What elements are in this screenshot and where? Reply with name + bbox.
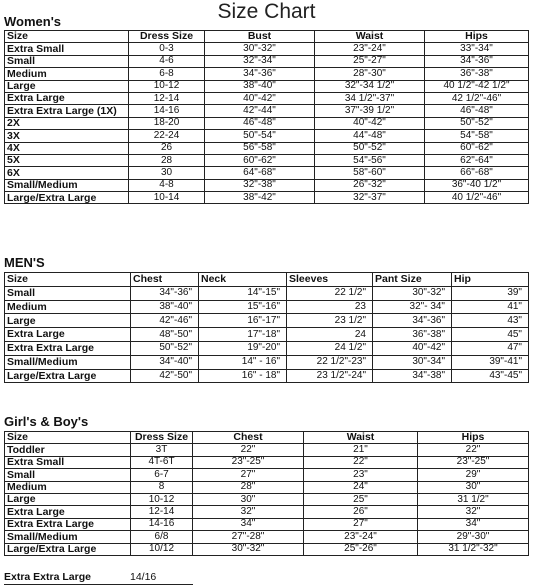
size-label-cell: Extra Small [5,456,131,468]
table-row [5,543,529,555]
size-label-cell: Medium [5,68,129,80]
column-header: Size [5,432,131,444]
table-cell: 36"-38" [373,328,452,342]
table-cell: 23"-24" [315,43,425,55]
table-cell: 39"-41" [452,355,529,369]
table-cell: 30 [129,167,205,179]
size-label-cell: Small/Medium [5,531,131,543]
table-row [5,314,529,328]
table-cell: 27"-28" [193,531,304,543]
table-cell: 39" [452,286,529,300]
size-label-cell: Extra Large [5,506,131,518]
table-row [5,328,529,342]
table-cell: 22" [418,444,529,456]
table-cell: 6/8 [131,531,193,543]
table-cell: 25" [304,493,418,505]
table-cell: 50"-52" [131,341,199,355]
size-label-cell: 3X [5,130,129,142]
table-cell: 40"-42" [315,117,425,129]
table-cell: 22 1/2"-23" [287,355,373,369]
table-cell: 23 [287,300,373,314]
table-cell: 56"-58" [205,142,315,154]
table-cell: 31 1/2" [418,493,529,505]
table-cell: 30" [193,493,304,505]
table-row [5,167,529,179]
table-cell: 32"-34" [205,55,315,67]
table-cell: 24" [304,481,418,493]
table-row [5,341,529,355]
table-cell: 6-8 [129,68,205,80]
size-label-cell: Medium [5,481,131,493]
table-cell: 3T [131,444,193,456]
size-label-cell: Large/Extra Large [5,369,131,383]
table-cell: 28 [129,154,205,166]
table-cell: 34"-38" [373,369,452,383]
table-cell: 30"-34" [373,355,452,369]
table-cell: 42 1/2"-46" [425,92,529,104]
table-cell: 14-16 [131,518,193,530]
table-cell: 32"-34 1/2" [315,80,425,92]
table-cell: 23"-24" [304,531,418,543]
table-row [5,43,529,55]
table-row [5,154,529,166]
table-cell: 16" - 18" [199,369,287,383]
table-cell: 64"-68" [205,167,315,179]
table-cell: 60"-62" [205,154,315,166]
table-row [5,130,529,142]
table-row [5,142,529,154]
size-label-cell: Small [5,55,129,67]
table-row [5,117,529,129]
size-label-cell: Small [5,469,131,481]
table-cell: 17"-18" [199,328,287,342]
table-cell: 25"-27" [315,55,425,67]
table-cell: 32"- 34" [373,300,452,314]
table-cell: 37"-39 1/2" [315,105,425,117]
size-label-cell: Extra Extra Large [5,518,131,530]
table-cell: 10/12 [131,543,193,555]
column-header: Neck [199,273,287,287]
table-row [5,531,529,543]
table-cell: 30" [418,481,529,493]
table-cell: 36"-40 1/2" [425,179,529,191]
mens-heading: MEN'S [4,255,45,270]
size-label-cell: Small/Medium [5,179,129,191]
table-cell: 23"-25" [193,456,304,468]
table-cell: 50"-54" [205,130,315,142]
table-row [5,355,529,369]
table-cell: 34"-36" [131,286,199,300]
table-cell: 8 [131,481,193,493]
column-header: Hip [452,273,529,287]
table-cell: 36"-38" [425,68,529,80]
table-cell: 16"-17" [199,314,287,328]
table-cell: 32" [418,506,529,518]
table-cell: 58"-60" [315,167,425,179]
table-cell: 44"-48" [315,130,425,142]
column-header: Chest [193,432,304,444]
table-cell: 18-20 [129,117,205,129]
mens-size-table [4,272,529,383]
table-cell: 40"-42" [373,341,452,355]
table-cell: 40 1/2"-42 1/2" [425,80,529,92]
table-cell: 29" [418,469,529,481]
table-cell: 41" [452,300,529,314]
table-cell: 14"-15" [199,286,287,300]
table-cell: 40 1/2"-46" [425,192,529,204]
table-cell: 22-24 [129,130,205,142]
size-label-cell: Extra Small [5,43,129,55]
table-cell: 29"-30" [418,531,529,543]
table-cell: 38"-40" [205,80,315,92]
size-label-cell: 5X [5,154,129,166]
column-header: Dress Size [131,432,193,444]
table-cell: 21" [304,444,418,456]
table-cell: 42"-50" [131,369,199,383]
table-cell: 26 [129,142,205,154]
divider [4,584,193,585]
column-header: Sleeves [287,273,373,287]
table-cell: 24 [287,328,373,342]
table-cell: 28"-30" [315,68,425,80]
table-cell: 27" [304,518,418,530]
size-label-cell: Small/Medium [5,355,131,369]
kids-size-table [4,431,529,556]
table-row [5,105,529,117]
table-cell: 48"-50" [131,328,199,342]
table-cell: 14-16 [129,105,205,117]
table-cell: 42"-44" [205,105,315,117]
table-cell: 12-14 [129,92,205,104]
size-label-cell: 6X [5,167,129,179]
table-row [5,456,529,468]
table-cell: 30"-32" [373,286,452,300]
table-cell: 46"-48" [425,105,529,117]
table-header-row [5,432,529,444]
table-cell: 23 1/2"-24" [287,369,373,383]
table-row [5,80,529,92]
womens-size-table [4,30,529,204]
table-cell: 22" [193,444,304,456]
size-label-cell: Large/Extra Large [5,543,131,555]
table-cell: 34"-36" [205,68,315,80]
table-cell: 42"-46" [131,314,199,328]
column-header: Bust [205,31,315,43]
table-cell: 32"-37" [315,192,425,204]
size-label-cell: Extra Large [5,328,131,342]
table-row [5,286,529,300]
table-row [5,55,529,67]
table-header-row [5,31,529,43]
table-cell: 27" [193,469,304,481]
column-header: Size [5,273,131,287]
table-cell: 30"-32" [193,543,304,555]
table-row [5,481,529,493]
size-label-cell: Toddler [5,444,131,456]
table-cell: 22" [304,456,418,468]
size-label-cell: Extra Extra Large [5,341,131,355]
table-row [5,369,529,383]
table-cell: 14" - 16" [199,355,287,369]
table-cell: 34" [418,518,529,530]
column-header: Chest [131,273,199,287]
table-cell: 15"-16" [199,300,287,314]
table-row [5,518,529,530]
table-cell: 23"-25" [418,456,529,468]
table-cell: 4-8 [129,179,205,191]
table-cell: 60"-62" [425,142,529,154]
size-label-cell: 4X [5,142,129,154]
table-cell: 28" [193,481,304,493]
column-header: Waist [304,432,418,444]
column-header: Dress Size [129,31,205,43]
table-cell: 43" [452,314,529,328]
table-cell: 10-12 [129,80,205,92]
table-cell: 54"-56" [315,154,425,166]
size-label-cell: Large/Extra Large [5,192,129,204]
table-cell: 31 1/2"-32" [418,543,529,555]
table-row [5,506,529,518]
table-cell: 34"-40" [131,355,199,369]
table-cell: 47" [452,341,529,355]
table-cell: 32"-38" [205,179,315,191]
table-row [5,68,529,80]
table-row [5,92,529,104]
kids-heading: Girl's & Boy's [4,414,89,429]
table-cell: 33"-34" [425,43,529,55]
column-header: Hips [418,432,529,444]
size-label-cell: 2X [5,117,129,129]
column-header: Size [5,31,129,43]
kids-extra-row [4,571,157,584]
table-row [5,179,529,191]
size-label-cell: Medium [5,300,131,314]
table-cell: 50"-52" [315,142,425,154]
table-row [5,444,529,456]
womens-heading: Women's [4,14,62,29]
table-cell: 66"-68" [425,167,529,179]
table-cell: 45" [452,328,529,342]
table-cell: 10-12 [131,493,193,505]
table-cell: 6-7 [131,469,193,481]
table-cell: 38"-42" [205,192,315,204]
column-header: Hips [425,31,529,43]
table-cell: 23 1/2" [287,314,373,328]
column-header: Pant Size [373,273,452,287]
table-cell: 22 1/2" [287,286,373,300]
table-cell: 34"-36" [425,55,529,67]
table-cell: 34" [193,518,304,530]
table-header-row [5,273,529,287]
kids-extra-row-size-label: Extra Extra Large [4,571,91,583]
table-cell: 24 1/2" [287,341,373,355]
table-cell: 10-14 [129,192,205,204]
table-cell: 0-3 [129,43,205,55]
page-title: Size Chart [217,0,316,23]
table-cell: 38"-40" [131,300,199,314]
table-row [5,300,529,314]
size-label-cell: Extra Large [5,92,129,104]
table-row [5,493,529,505]
size-label-cell: Large [5,493,131,505]
size-label-cell: Extra Extra Large (1X) [5,105,129,117]
table-cell: 34 1/2"-37" [315,92,425,104]
size-label-cell: Large [5,314,131,328]
table-cell: 4-6 [129,55,205,67]
table-cell: 23" [304,469,418,481]
table-cell: 30"-32" [205,43,315,55]
table-cell: 62"-64" [425,154,529,166]
table-cell: 46"-48" [205,117,315,129]
table-cell: 43"-45" [452,369,529,383]
table-cell: 50"-52" [425,117,529,129]
table-cell: 19"-20" [199,341,287,355]
size-label-cell: Large [5,80,129,92]
table-cell: 26" [304,506,418,518]
table-cell: 54"-58" [425,130,529,142]
table-cell: 25"-26" [304,543,418,555]
size-label-cell: Small [5,286,131,300]
table-cell: 26"-32" [315,179,425,191]
kids-extra-row-dress-size: 14/16 [130,571,157,583]
table-cell: 12-14 [131,506,193,518]
table-cell: 40"-42" [205,92,315,104]
table-cell: 32" [193,506,304,518]
table-row [5,192,529,204]
table-row [5,469,529,481]
table-cell: 4T-6T [131,456,193,468]
table-cell: 34"-36" [373,314,452,328]
column-header: Waist [315,31,425,43]
